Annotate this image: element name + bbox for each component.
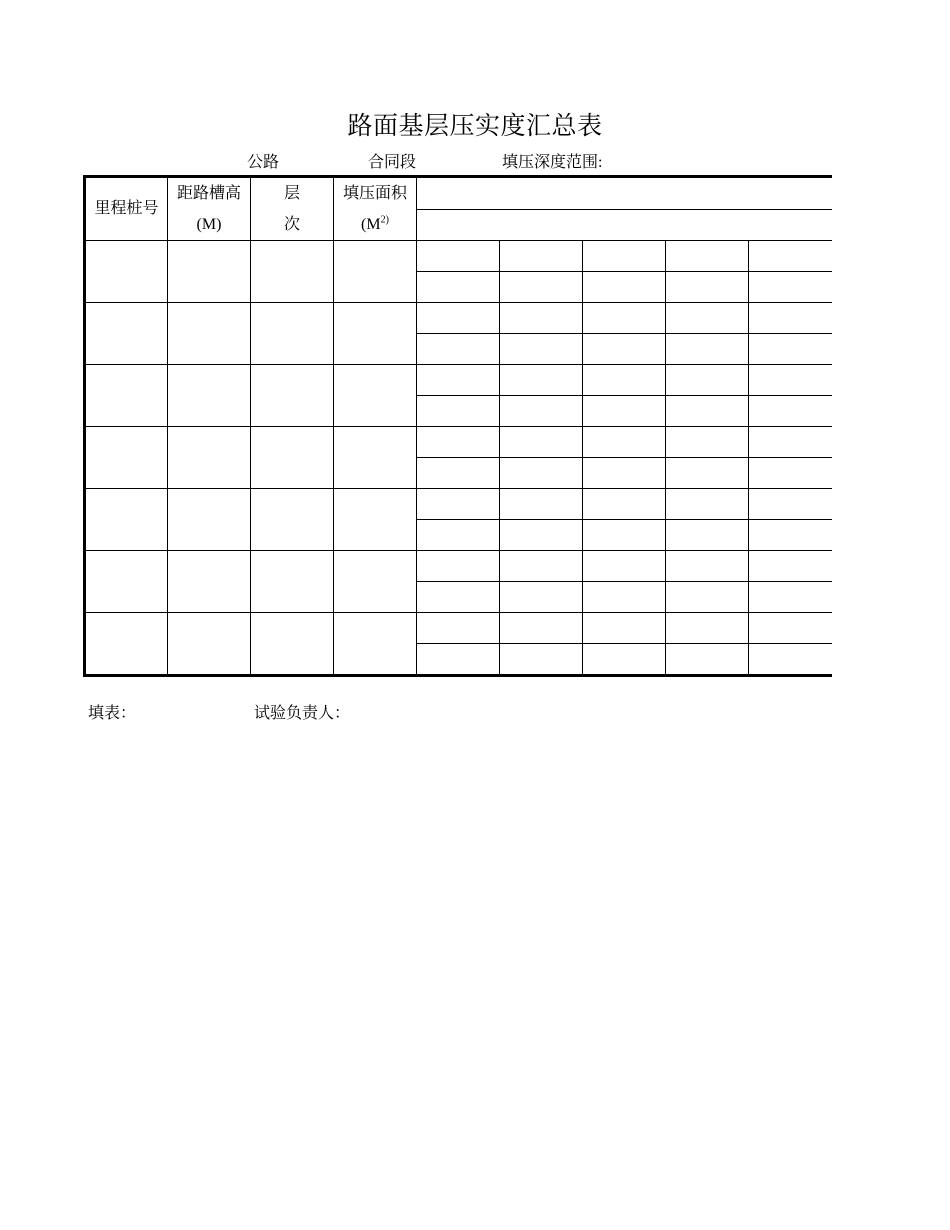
measure-cell[interactable]: [417, 551, 500, 582]
measure-cell[interactable]: [583, 396, 666, 427]
measure-cell[interactable]: [417, 365, 500, 396]
table-row: [85, 489, 832, 520]
measure-cell[interactable]: [666, 365, 749, 396]
measure-cell[interactable]: [749, 613, 832, 644]
measure-cell[interactable]: [749, 334, 832, 365]
road-label: 公路: [247, 154, 280, 171]
measure-cell[interactable]: [749, 365, 832, 396]
measure-cell[interactable]: [500, 489, 583, 520]
station-cell[interactable]: [85, 551, 168, 613]
header-row: [85, 177, 832, 210]
contract-section-label: 合同段: [368, 154, 417, 171]
area-cell[interactable]: [334, 241, 417, 303]
measure-cell[interactable]: [666, 458, 749, 489]
measure-cell[interactable]: [500, 334, 583, 365]
measure-cell[interactable]: [749, 241, 832, 272]
measure-cell[interactable]: [749, 396, 832, 427]
distance-cell[interactable]: [168, 613, 251, 676]
distance-cell[interactable]: [168, 303, 251, 365]
measure-cell[interactable]: [583, 489, 666, 520]
table-row: [85, 427, 832, 458]
station-cell[interactable]: [85, 303, 168, 365]
area-cell[interactable]: [334, 303, 417, 365]
measure-cell[interactable]: [749, 520, 832, 551]
layer-cell[interactable]: [251, 551, 334, 613]
measure-cell[interactable]: [666, 241, 749, 272]
measure-cell[interactable]: [666, 272, 749, 303]
header-distance: 距路槽高 (M): [168, 177, 251, 241]
measure-cell[interactable]: [417, 396, 500, 427]
measure-cell[interactable]: [749, 644, 832, 676]
table-row: [85, 613, 832, 644]
measure-cell[interactable]: [417, 582, 500, 613]
measure-cell[interactable]: [666, 427, 749, 458]
measure-cell[interactable]: [749, 551, 832, 582]
measure-cell[interactable]: [500, 458, 583, 489]
station-cell[interactable]: [85, 241, 168, 303]
measure-cell[interactable]: [500, 303, 583, 334]
measure-cell[interactable]: [583, 458, 666, 489]
table-row: [85, 365, 832, 396]
measure-cell[interactable]: [583, 272, 666, 303]
measure-cell[interactable]: [583, 365, 666, 396]
measure-cell[interactable]: [749, 458, 832, 489]
measure-cell[interactable]: [500, 241, 583, 272]
measure-cell[interactable]: [500, 551, 583, 582]
layer-cell[interactable]: [251, 365, 334, 427]
distance-cell[interactable]: [168, 489, 251, 551]
measure-cell[interactable]: [583, 520, 666, 551]
measure-cell[interactable]: [666, 551, 749, 582]
table-row: [85, 303, 832, 334]
measure-cell[interactable]: [417, 644, 500, 676]
measure-cell[interactable]: [500, 427, 583, 458]
header-layer: 层 次: [251, 177, 334, 241]
header-area: 填压面积 ($M^{2)}$: [334, 177, 417, 241]
measure-cell[interactable]: [500, 365, 583, 396]
measure-cell[interactable]: [666, 489, 749, 520]
header-station: 里程桩号: [85, 177, 168, 241]
measure-cell[interactable]: [666, 613, 749, 644]
measure-cell[interactable]: [583, 582, 666, 613]
table-row: [85, 551, 832, 582]
distance-cell[interactable]: [168, 365, 251, 427]
measure-cell[interactable]: [500, 644, 583, 676]
page-title: 路面基层压实度汇总表: [347, 113, 603, 140]
measure-cell[interactable]: [417, 272, 500, 303]
tester-label: 试验负责人：: [254, 705, 351, 722]
distance-cell[interactable]: [168, 551, 251, 613]
table-row: [85, 241, 832, 272]
measure-cell[interactable]: [500, 613, 583, 644]
measure-cell[interactable]: [666, 520, 749, 551]
layer-cell[interactable]: [251, 427, 334, 489]
layer-cell[interactable]: [251, 241, 334, 303]
measure-cell[interactable]: [666, 396, 749, 427]
measure-cell[interactable]: [500, 396, 583, 427]
measure-cell[interactable]: [417, 427, 500, 458]
measure-cell[interactable]: [666, 582, 749, 613]
measure-cell[interactable]: [749, 489, 832, 520]
measure-cell[interactable]: [417, 520, 500, 551]
measure-cell[interactable]: [666, 303, 749, 334]
measure-cell[interactable]: [749, 582, 832, 613]
area-cell[interactable]: [334, 427, 417, 489]
measure-cell[interactable]: [583, 551, 666, 582]
measure-cell[interactable]: [500, 582, 583, 613]
station-cell[interactable]: [85, 365, 168, 427]
measure-cell[interactable]: [500, 520, 583, 551]
measure-cell[interactable]: [583, 334, 666, 365]
header-measure-top: [417, 177, 832, 210]
measure-cell[interactable]: [749, 272, 832, 303]
distance-cell[interactable]: [168, 241, 251, 303]
measure-cell[interactable]: [749, 427, 832, 458]
measure-cell[interactable]: [666, 334, 749, 365]
distance-cell[interactable]: [168, 427, 251, 489]
measure-cell[interactable]: [417, 303, 500, 334]
measure-cell[interactable]: [417, 613, 500, 644]
measure-cell[interactable]: [417, 458, 500, 489]
filler-label: 填表：: [88, 705, 137, 722]
area-cell[interactable]: [334, 613, 417, 676]
depth-range-label: 填压深度范围:: [502, 154, 603, 171]
area-cell[interactable]: [334, 365, 417, 427]
layer-cell[interactable]: [251, 613, 334, 676]
measure-cell[interactable]: [583, 644, 666, 676]
compaction-summary-table: [83, 175, 832, 677]
area-cell[interactable]: [334, 551, 417, 613]
measure-cell[interactable]: [417, 334, 500, 365]
measure-cell[interactable]: [417, 241, 500, 272]
measure-cell[interactable]: [749, 303, 832, 334]
layer-cell[interactable]: [251, 303, 334, 365]
layer-cell[interactable]: [251, 489, 334, 551]
station-cell[interactable]: [85, 613, 168, 676]
measure-cell[interactable]: [583, 241, 666, 272]
area-cell[interactable]: [334, 489, 417, 551]
measure-cell[interactable]: [583, 303, 666, 334]
measure-cell[interactable]: [666, 644, 749, 676]
measure-cell[interactable]: [583, 427, 666, 458]
station-cell[interactable]: [85, 489, 168, 551]
station-cell[interactable]: [85, 427, 168, 489]
measure-cell[interactable]: [583, 613, 666, 644]
measure-cell[interactable]: [417, 489, 500, 520]
header-measure-bottom: [417, 209, 832, 241]
measure-cell[interactable]: [500, 272, 583, 303]
